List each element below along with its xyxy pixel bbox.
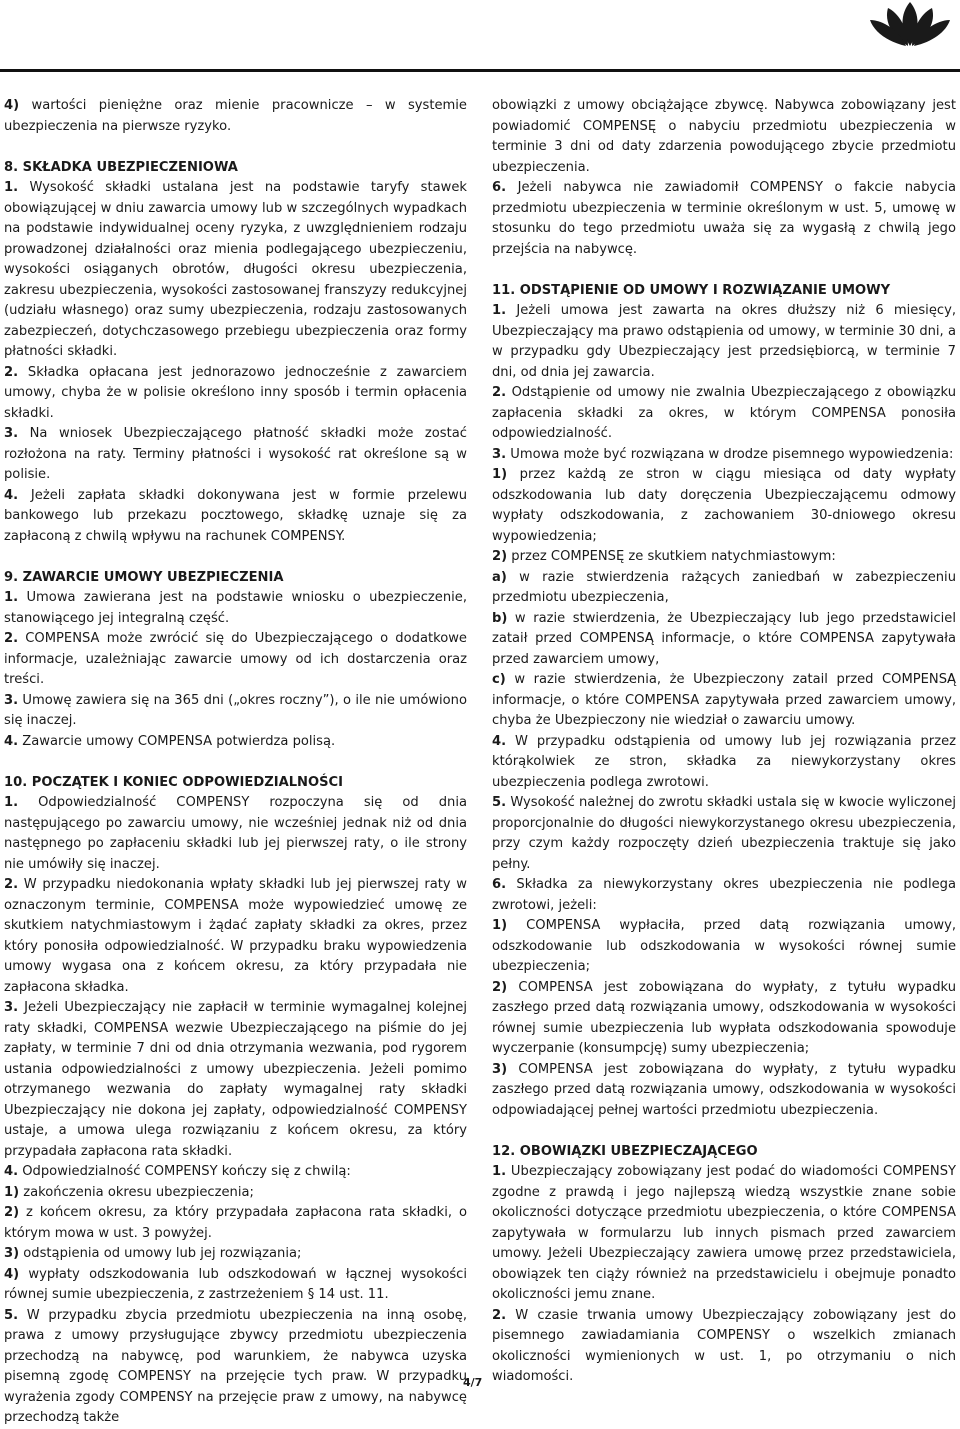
- paragraph: [4, 96, 467, 137]
- item-text: Jeżeli nabywca nie zawiadomił COMPENSY o fakcie nabycia przedmiotu ubezpieczenia w terminie określonym w ust. 5, umowę w stosunku do tego przedmiotu uważa się za wygasłą z chwilą jego przejścia na nabywcę.: [492, 180, 956, 257]
- item-number: 3): [4, 1246, 20, 1261]
- paragraph: [4, 1183, 467, 1204]
- item-number: 5.: [492, 795, 507, 810]
- item-number: 1.: [492, 303, 507, 318]
- item-text: Odpowiedzialność COMPENSY kończy się z chwilą:: [18, 1164, 351, 1179]
- paragraph: [492, 445, 956, 466]
- paragraph: [4, 363, 467, 425]
- item-number: 3.: [4, 692, 19, 708]
- paragraph: [4, 178, 467, 363]
- item-text: Składka za niewykorzystany okres ubezpieczenia nie podlega zwrotowi, jeżeli:: [492, 877, 956, 913]
- item-text: Odpowiedzialność COMPENSY rozpoczyna się od dnia następującego po zawarciu umowy, nie wcześniej jednak niż od dnia następnego po zapłaceniu składki lub jej pierwszej raty, o ile strony nie umówiły się inaczej.: [4, 795, 467, 872]
- paragraph: [4, 1244, 467, 1265]
- paragraph: [492, 568, 956, 609]
- paragraph: [4, 998, 467, 1162]
- item-number: 2.: [492, 1307, 507, 1323]
- item-number: 2.: [4, 877, 19, 892]
- item-number: 2.: [492, 385, 507, 400]
- item-text: Umowa zawierana jest na podstawie wniosku o ubezpieczenie, stanowiącego jej integralną część.: [4, 590, 467, 626]
- paragraph: [4, 486, 467, 548]
- item-text: w razie stwierdzenia, że Ubezpieczający lub jego przedstawiciel zataił przed COMPENSĄ informacje, o które COMPENSA zapytywała przed zawarciem umowy,: [492, 610, 956, 667]
- item-number: 3): [492, 1061, 508, 1077]
- item-number: 4.: [4, 1164, 19, 1179]
- item-number: 4.: [492, 733, 507, 749]
- item-number: c): [492, 672, 506, 687]
- item-text: Umowę zawiera się na 365 dni („okres roczny”), o ile nie umówiono się inaczej.: [4, 692, 467, 728]
- section-continuation: [492, 96, 956, 260]
- item-text: COMPENSA wypłaciła, przed datą rozwiązania umowy, odszkodowanie lub odszkodowania w wysokości równej sumie ubezpieczenia;: [492, 918, 956, 974]
- item-text: Wysokość składki ustalana jest na podstawie taryfy stawek obowiązującej w dniu zawarcia umowy lub w szczególnych wypadkach na podstawie indywidualnej oceny ryzyka, z uwzględnieniem rodzaju prowadzonej działalności oraz mienia podlegającego ubezpieczeniu, wysokości osiąganych obrotów, długości okresu ubezpieczenia, zakresu ubezpieczenia, wysokości zastosowanej franszyzy redukcyjnej (udziału własnego) oraz sumy ubezpieczenia, rodzaju zastosowanych zabezpieczeń, dotychczasowego przebiegu ubezpieczenia oraz formy płatności składki.: [4, 180, 467, 359]
- section-intro: [4, 96, 467, 137]
- item-text: Jeżeli Ubezpieczający nie zapłacił w terminie wymagalnej kolejnej raty składki, COMPENSA wezwie Ubezpieczającego na piśmie do jej zapłaty, w terminie 7 dni od dnia otrzymania wezwania, pod rygorem ustania odpowiedzialności z umowy ubezpieczenia. Jeżeli pomimo otrzymanego wezwania do zapłaty wymagalnej raty składki Ubezpieczający nie dokona jej zapłaty, odpowiedzialność COMPENSY ustaje, a umowa ulega rozwiązaniu z końcem okresu, za który przypadała zapłacona rata składki.: [4, 1000, 467, 1159]
- item-text: zakończenia okresu ubezpieczenia;: [19, 1184, 254, 1200]
- item-number: 2.: [4, 364, 19, 380]
- item-text: w razie stwierdzenia, że Ubezpieczony zatail przed COMPENSĄ informacje, o które COMPENSA zapytywała przed zawarciem umowy, chyba że Ubezpieczony nie wiedział o zawarciu umowy.: [492, 672, 956, 728]
- item-text: COMPENSA jest zobowiązana do wypłaty, z tytułu wypadku zaszłego przed datą rozwiązania umowy, odszkodowania w wysokości równej sumie ubezpieczenia lub wypłata odszkodowania spowoduje wyczerpanie (konsumpcję) sumy ubezpieczenia;: [492, 979, 956, 1056]
- paragraph: [4, 629, 467, 691]
- item-text: Odstąpienie od umowy nie zwalnia Ubezpieczającego z obowiązku zapłacenia składki za okres, w którym COMPENSA ponosiła odpowiedzialność.: [492, 385, 956, 441]
- item-text: w razie stwierdzenia rażących zaniedbań w zabezpieczeniu przedmiotu ubezpieczenia,: [492, 569, 956, 605]
- paragraph: [492, 875, 956, 916]
- item-number: 3.: [4, 426, 19, 441]
- item-text: odstąpienia od umowy lub jej rozwiązania;: [19, 1246, 302, 1261]
- item-text: COMPENSA może zwrócić się do Ubezpieczającego o dodatkowe informacje, uzależniając zawarcie umowy od ich dostarczenia oraz treści.: [4, 631, 467, 687]
- paragraph: [492, 916, 956, 978]
- item-text: przez COMPENSĘ ze skutkiem natychmiastowym:: [507, 549, 836, 564]
- item-number: 4): [4, 98, 20, 113]
- section-title-12: 12. OBOWIĄZKI UBEZPIECZAJĄCEGO: [492, 1143, 758, 1159]
- section-title-8: 8. SKŁADKA UBEZPIECZENIOWA: [4, 159, 238, 175]
- item-text: Składka opłacana jest jednorazowo jednocześnie z zawarciem umowy, chyba że w polisie określono inny sposób i termin opłacenia składki.: [4, 364, 467, 421]
- item-number: 1.: [4, 795, 19, 810]
- paragraph: [492, 1162, 956, 1306]
- item-text: Jeżeli umowa jest zawarta na okres dłuższy niż 6 miesięcy, Ubezpieczający ma prawo odstąpienia od umowy, w terminie 30 dni, a w przypadku gdy Ubezpieczający jest przedsiębiorcą, w terminie 7 dni, od dnia jej zawarcia.: [492, 303, 956, 380]
- paragraph: [492, 978, 956, 1060]
- paragraph: [4, 793, 467, 875]
- item-number: 3.: [4, 1000, 19, 1015]
- section-title-11: 11. ODSTĄPIENIE OD UMOWY I ROZWIĄZANIE UMOWY: [492, 282, 891, 298]
- header-rule: [0, 69, 960, 72]
- paragraph: [4, 1203, 467, 1244]
- paragraph: [4, 732, 467, 753]
- item-text: Wysokość należnej do zwrotu składki ustala się w kwocie wyliczonej proporcjonalnie do długości niewykorzystanego okresu ubezpieczenia, przy czym każdy rozpoczęty dzień ubezpieczenia traktuje się jako pełny.: [492, 795, 956, 872]
- section-11-items: [492, 301, 956, 1121]
- right-column: [492, 96, 956, 1388]
- item-number: 6.: [492, 877, 507, 892]
- paragraph: [4, 691, 467, 732]
- item-text: W przypadku zbycia przedmiotu ubezpieczenia na inną osobę, prawa z umowy przysługujące zbywcy przedmiotu ubezpieczenia przechodzą na nabywcę, pod warunkiem, że nabywca uzyska pisemną zgodę COMPENSY na przejęcie tych praw. W przypadku wyrażenia zgody COMPENSY na przejęcie praw z umowy, na nabywcę przechodzą także: [4, 1307, 467, 1425]
- item-number: 1.: [4, 590, 19, 605]
- item-number: 2.: [4, 631, 19, 646]
- section-title-10: 10. POCZĄTEK I KONIEC ODPOWIEDZIALNOŚCI: [4, 774, 344, 790]
- section-10-items: [4, 793, 467, 1429]
- item-number: 4.: [4, 733, 19, 749]
- paragraph: [4, 875, 467, 998]
- section-9-items: [4, 588, 467, 752]
- section-title-9: 9. ZAWARCIE UMOWY UBEZPIECZENIA: [4, 569, 284, 585]
- paragraph: [492, 547, 956, 568]
- item-number: 1): [492, 467, 508, 482]
- item-number: a): [492, 569, 507, 585]
- paragraph: [4, 1265, 467, 1306]
- item-number: 1): [4, 1184, 20, 1200]
- paragraph: [492, 178, 956, 260]
- item-number: 6.: [492, 180, 507, 195]
- item-number: 2): [492, 549, 508, 564]
- compensa-logo-icon: [860, 0, 960, 48]
- item-text: wypłaty odszkodowania lub odszkodowań w łącznej wysokości równej sumie ubezpieczenia, z zastrzeżeniem § 14 ust. 11.: [4, 1266, 467, 1302]
- paragraph: [492, 793, 956, 875]
- item-number: 2): [492, 979, 508, 995]
- item-number: b): [492, 610, 508, 626]
- item-text: wartości pieniężne oraz mienie pracownicze – w systemie ubezpieczenia na pierwsze ryzyko.: [4, 98, 467, 134]
- section-8-items: [4, 178, 467, 547]
- item-text: Jeżeli zapłata składki dokonywana jest w formie przelewu bankowego lub przekazu pocztowego, składkę uznaje się za zapłaconą z chwilą wpływu na rachunek COMPENSY.: [4, 487, 467, 544]
- item-text: W czasie trwania umowy Ubezpieczający zobowiązany jest do pisemnego zawiadamiania COMPENSY o wszelkich zmianach okoliczności wymienionych w ust. 1, po otrzymaniu o nich wiadomości.: [492, 1307, 956, 1384]
- paragraph: [492, 96, 956, 178]
- paragraph: [4, 1306, 467, 1429]
- paragraph: [4, 424, 467, 486]
- item-number: 1): [492, 918, 508, 933]
- item-number: 5.: [4, 1307, 19, 1323]
- page-number: 4/7: [463, 1376, 483, 1389]
- item-number: 4.: [4, 487, 19, 503]
- item-number: 1.: [4, 180, 19, 195]
- item-number: 3.: [492, 446, 507, 462]
- item-number: 1.: [492, 1164, 507, 1179]
- item-text: Ubezpieczający zobowiązany jest podać do wiadomości COMPENSY zgodne z prawdą i jego najlepszą wiedzą wszystkie znane sobie okoliczności dotyczące przedmiotu ubezpieczenia, o które COMPENSA zapytywała w formularzu lub innych pismach przed zawarciem umowy. Jeżeli Ubezpieczający zawiera umowę przez przedstawiciela, obowiązek ten ciąży również na przedstawicielu i obejmuje ponadto okoliczności jemu znane.: [492, 1164, 956, 1302]
- item-text: Umowa może być rozwiązana w drodze pisemnego wypowiedzenia:: [506, 446, 954, 462]
- paragraph: [492, 609, 956, 671]
- paragraph: [492, 301, 956, 383]
- item-text: z końcem okresu, za który przypadała zapłacona rata składki, o którym mowa w ust. 3 powyżej.: [4, 1205, 467, 1241]
- item-text: Na wniosek Ubezpieczającego płatność składki może zostać rozłożona na raty. Terminy płatności i wysokość rat określone są w polisie.: [4, 426, 467, 482]
- item-text: W przypadku odstąpienia od umowy lub jej rozwiązania przez którąkolwiek ze stron, składka za niewykorzystany okres ubezpieczenia podlega zwrotowi.: [492, 733, 956, 790]
- section-12-items: [492, 1162, 956, 1388]
- paragraph: [4, 588, 467, 629]
- paragraph: [492, 732, 956, 794]
- item-number: 4): [4, 1266, 20, 1282]
- paragraph: [492, 670, 956, 732]
- left-column: [4, 96, 467, 1429]
- paragraph: [492, 383, 956, 445]
- item-text: W przypadku niedokonania wpłaty składki lub jej pierwszej raty w oznaczonym terminie, COMPENSA może wypowiedzieć umowę ze skutkiem natychmiastowym i żądać zapłaty składki za okres, przez który ponosiła odpowiedzialność. W przypadku braku wypowiedzenia umowy wygasa ona z końcem okresu, za który przypadała nie zapłacona składka.: [4, 877, 467, 995]
- paragraph: [4, 1162, 467, 1183]
- paragraph: [492, 465, 956, 547]
- item-text: COMPENSA jest zobowiązana do wypłaty, z tytułu wypadku zaszłego przed datą rozwiązania umowy, odszkodowania w wysokości odpowiadającej pełnej wartości przedmiotu ubezpieczenia.: [492, 1061, 956, 1118]
- item-text: obowiązki z umowy obciążające zbywcę. Nabywca zobowiązany jest powiadomić COMPENSĘ o nabyciu przedmiotu ubezpieczenia w terminie 3 dni od daty zdarzenia powodującego zbycie przedmiotu ubezpieczenia.: [492, 98, 956, 175]
- paragraph: [492, 1060, 956, 1122]
- item-text: Zawarcie umowy COMPENSA potwierdza polisą.: [18, 733, 336, 749]
- item-text: przez każdą ze stron w ciągu miesiąca od daty wypłaty odszkodowania lub daty doręczenia Ubezpieczającemu odmowy wypłaty odszkodowania, z zachowaniem 30-dniowego okresu wypowiedzenia;: [492, 467, 956, 544]
- paragraph: [492, 1306, 956, 1388]
- item-number: 2): [4, 1205, 20, 1220]
